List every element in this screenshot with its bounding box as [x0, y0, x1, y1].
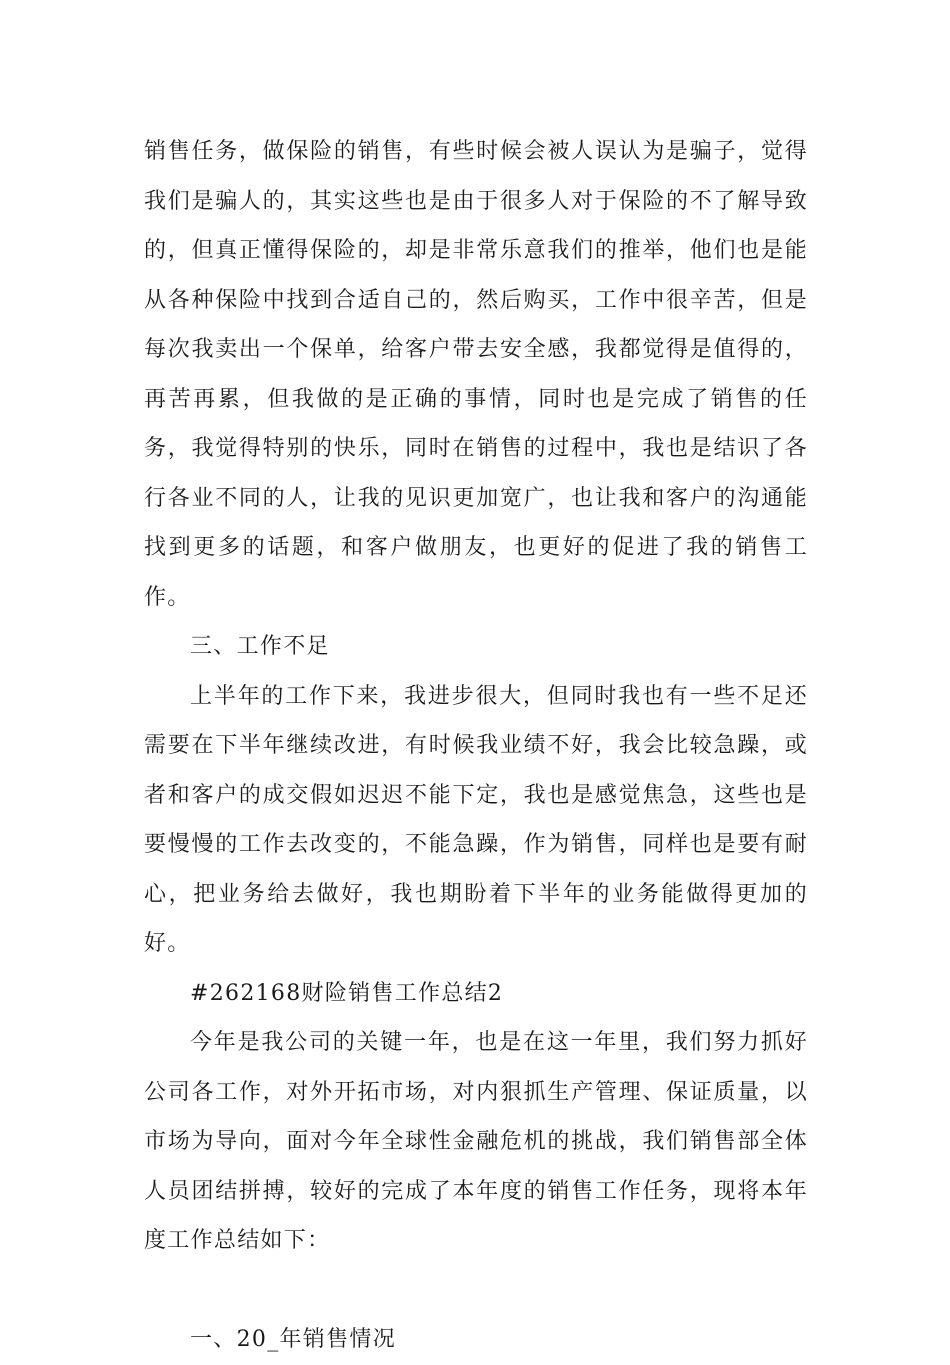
section-heading-work-shortcomings: 三、工作不足: [190, 634, 330, 659]
article-title: #262168财险销售工作总结2: [190, 980, 504, 1006]
document-body: [144, 127, 808, 1365]
paragraph-spacer: [144, 1266, 808, 1316]
article-intro-paragraph: 今年是我公司的关键一年，也是在这一年里，我们努力抓好公司各工作，对外开拓市场，对内狠抓生产管理、保证质量，以市场为导向，面对今年全球性金融危机的挑战，我们销售部全体人员团结拼搏，较好的完成了本年度的销售工作任务，现将本年度工作总结如下：: [144, 1030, 808, 1253]
section-heading-sales-situation: 一、20_年销售情况: [190, 1327, 396, 1352]
continued-paragraph: 销售任务，做保险的销售，有些时候会被人误认为是骗子，觉得我们是骗人的，其实这些也是由于很多人对于保险的不了解导致的，但真正懂得保险的，却是非常乐意我们的推举，他们也是能从各种保险中找到合适自己的，然后购买，工作中很辛苦，但是每次我卖出一个保单，给客户带去安全感，我都觉得是值得的，再苦再累，但我做的是正确的事情，同时也是完成了销售的任务，我觉得特别的快乐，同时在销售的过程中，我也是结识了各行各业不同的人，让我的见识更加宽广，也让我和客户的沟通能找到更多的话题，和客户做朋友，也更好的促进了我的销售工作。: [144, 139, 808, 610]
shortcomings-paragraph: 上半年的工作下来，我进步很大，但同时我也有一些不足还需要在下半年继续改进，有时候我业绩不好，我会比较急躁，或者和客户的成交假如迟迟不能下定，我也是感觉焦急，这些也是要慢慢的工作去改变的，不能急躁，作为销售，同样也是要有耐心，把业务给去做好，我也期盼着下半年的业务能做得更加的好。: [144, 683, 808, 956]
